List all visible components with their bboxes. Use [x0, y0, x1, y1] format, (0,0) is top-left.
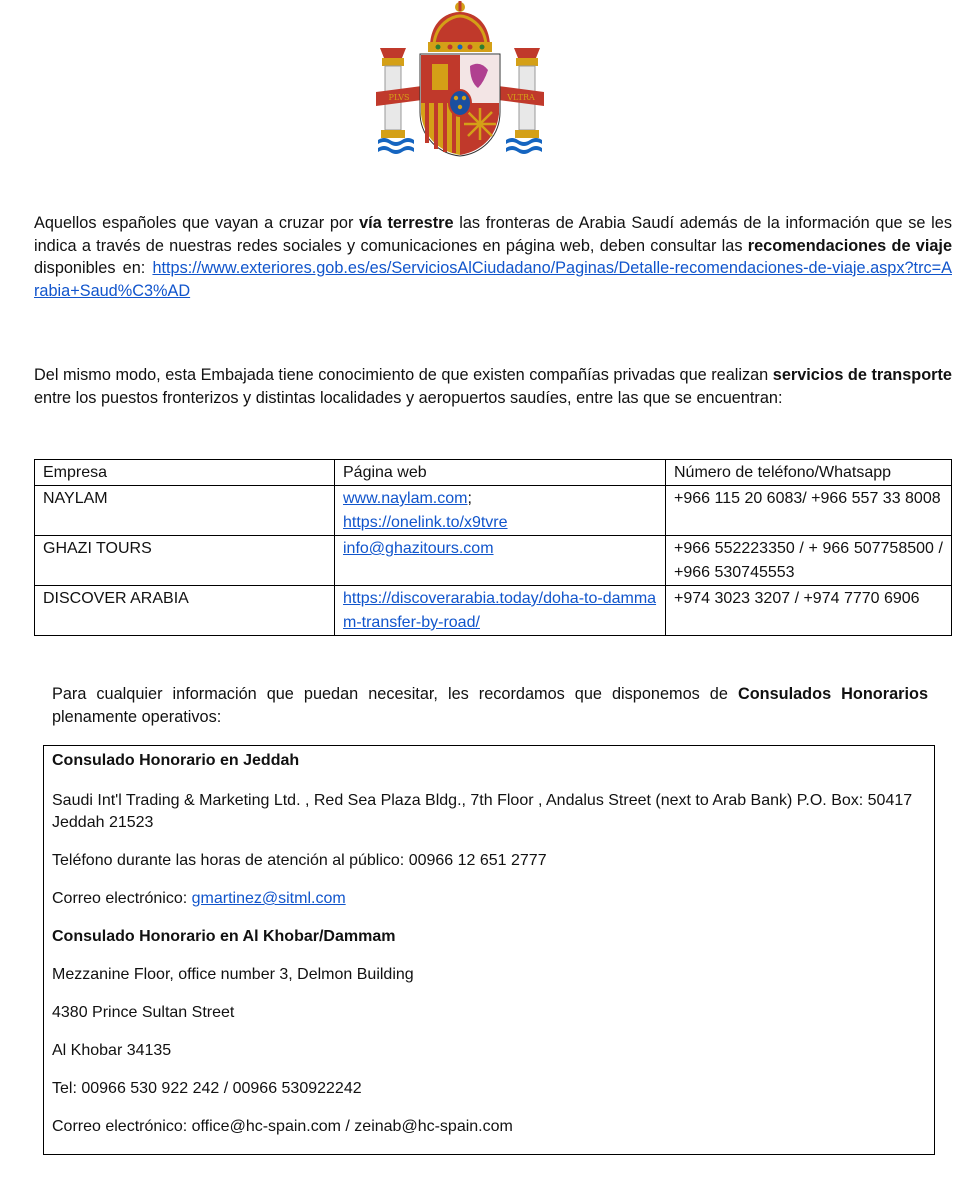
shield-icon	[420, 54, 500, 156]
consulate-title: Consulado Honorario en Jeddah	[52, 752, 300, 769]
royal-crown-icon	[428, 1, 492, 52]
table-row	[35, 586, 952, 636]
onelink-link[interactable]: https://onelink.to/x9tvre	[343, 514, 508, 531]
table-row	[35, 486, 952, 536]
text: entre los puestos fronterizos y distintas localidades y aeropuertos saudíes, entre las que se encuentran:	[34, 388, 783, 407]
text: plenamente operativos:	[52, 707, 222, 726]
separator: ;	[467, 490, 472, 507]
header-telefono: Número de teléfono/Whatsapp	[666, 460, 952, 486]
recommendations-link[interactable]: https://www.exteriores.gob.es/es/ServiciosAlCiudadano/Paginas/Detalle-recomendaciones-de-viaje.aspx?trc=Arabia+Saud%C3%AD	[34, 259, 952, 300]
company-name: DISCOVER ARABIA	[35, 586, 335, 636]
svg-text:PLVS: PLVS	[388, 93, 410, 102]
jeddah-email	[52, 888, 926, 910]
company-phone: +966 115 20 6083/ +966 557 33 8008	[666, 486, 952, 536]
jeddah-title	[52, 750, 926, 772]
transport-companies-table	[34, 459, 952, 636]
table-header-row	[35, 460, 952, 486]
discoverarabia-link[interactable]: https://discoverarabia.today/doha-to-dammam-transfer-by-road/	[343, 590, 657, 631]
table-row	[35, 536, 952, 586]
company-name: NAYLAM	[35, 486, 335, 536]
khobar-address-line2: 4380 Prince Sultan Street	[52, 1004, 235, 1021]
jeddah-address: Saudi Int'l Trading & Marketing Ltd. , Red Sea Plaza Bldg., 7th Floor , Andalus Street (next to Arab Bank) P.O. Box: 50417 Jeddah 21523	[52, 792, 913, 831]
text: Del mismo modo, esta Embajada tiene conocimiento de que existen compañías privadas que realizan	[34, 366, 773, 384]
company-phone: +966 552223350 / + 966 507758500 / +966 530745553	[666, 536, 952, 586]
svg-text:VLTRA: VLTRA	[507, 93, 535, 102]
spain-coat-of-arms	[372, 0, 548, 160]
consulates-box	[43, 745, 935, 1155]
header-empresa: Empresa	[35, 460, 335, 486]
khobar-phone: Tel: 00966 530 922 242 / 00966 530922242	[52, 1080, 362, 1097]
company-web	[335, 586, 666, 636]
text: Aquellos españoles que vayan a cruzar por	[34, 214, 360, 232]
email-label: Correo electrónico:	[52, 890, 192, 907]
company-name: GHAZI TOURS	[35, 536, 335, 586]
text: las fronteras de Arabia Saudí además de la información que se les indica a través de nuestras redes sociales y comunicaciones en página web, deben consultar las	[34, 214, 952, 255]
bold-text: servicios de transporte	[772, 366, 952, 384]
header-pagina-web: Página web	[335, 460, 666, 486]
khobar-address-line3: Al Khobar 34135	[52, 1042, 172, 1059]
khobar-title	[52, 926, 926, 948]
company-web	[335, 536, 666, 586]
transport-paragraph	[34, 364, 952, 409]
consulate-title: Consulado Honorario en Al Khobar/Dammam	[52, 928, 396, 945]
text: disponibles en:	[34, 259, 153, 277]
khobar-email: Correo electrónico: office@hc-spain.com / zeinab@hc-spain.com	[52, 1118, 513, 1135]
bold-text: vía terrestre	[359, 214, 454, 232]
company-web	[335, 486, 666, 536]
jeddah-phone: Teléfono durante las horas de atención al público: 00966 12 651 2777	[52, 852, 547, 869]
naylam-link[interactable]: www.naylam.com	[343, 490, 468, 507]
khobar-address-line1: Mezzanine Floor, office number 3, Delmon Building	[52, 966, 414, 983]
company-phone: +974 3023 3207 / +974 7770 6906	[666, 586, 952, 636]
ghazitours-email-link[interactable]: info@ghazitours.com	[343, 540, 494, 557]
jeddah-email-link[interactable]: gmartinez@sitml.com	[191, 890, 346, 907]
bold-text: Consulados Honorarios	[737, 685, 928, 703]
travel-recommendations-paragraph	[34, 212, 952, 302]
text: Para cualquier información que puedan necesitar, les recordamos que disponemos de	[52, 685, 738, 703]
bold-text: recomendaciones de viaje	[747, 236, 952, 255]
consulates-intro-paragraph	[52, 683, 928, 728]
